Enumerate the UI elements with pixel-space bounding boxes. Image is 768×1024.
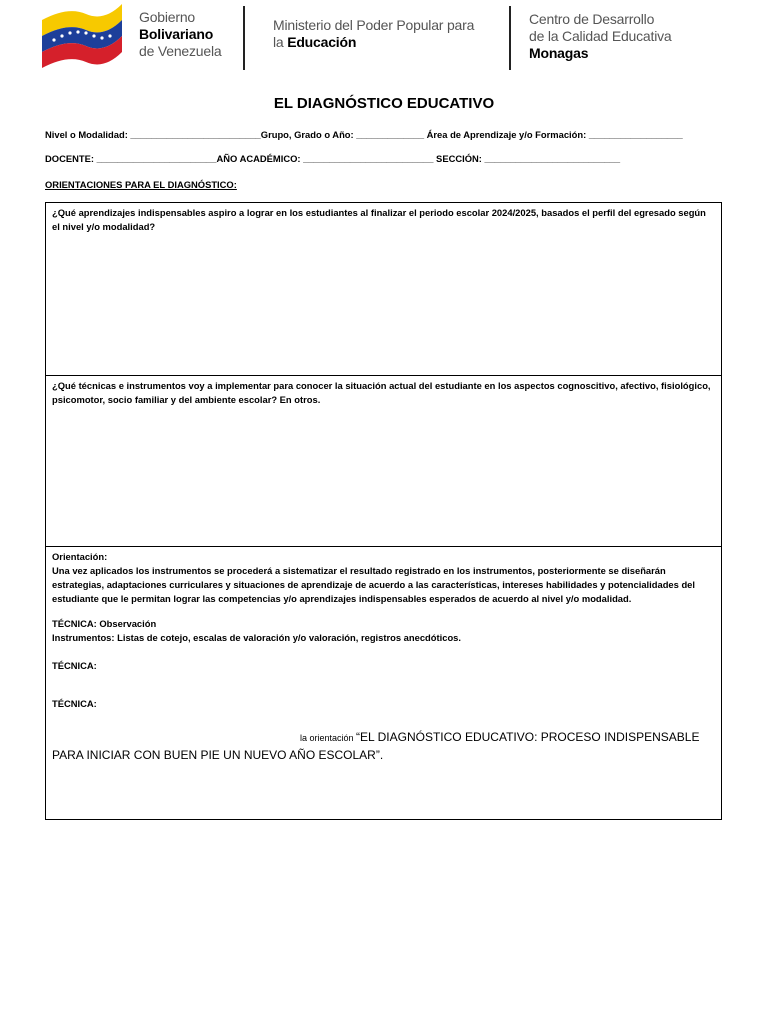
ministry-line2-bold: Educación [287,34,357,50]
orientation-label: Orientación: [52,551,108,562]
question-techniques: ¿Qué técnicas e instrumentos voy a implementar para conocer la situación actual del estudiante en los aspectos cognoscitivo, afectivo, fisiológico, psicomotor, socio familiar y del ambiente escolar? En otros. [52,380,711,405]
quote-line-1 [52,729,715,747]
tecnica-blank-1[interactable]: TÉCNICA: [52,660,97,671]
center-line1: Centro de Desarrollo [529,11,655,27]
quote-prefix: la orientación [300,733,357,743]
orientation-text: Una vez aplicados los instrumentos se procederá a sistematizar el resultado registrado en los instrumentos, posteriormente se diseñarán estrategias, adaptaciones curriculares y situaciones de aprendizaje de acuerdo a las características, intereses habilidades y potencialidades del estudiante que le permitan lograr las competencias y/o aprendizajes indispensables esperados de acuerdo al nivel y/o modalidad. [52,565,695,604]
form-line-level[interactable]: Nivel o Modalidad: _________________________Grupo, Grado o Año: _____________ Área de Aprendizaje y/o Formación: __________________ [45,129,683,140]
document-header [0,0,768,80]
center-line2: de la Calidad Educativa [529,28,672,44]
document-title: EL DIAGNÓSTICO EDUCATIVO [273,95,495,112]
tecnica-observacion: TÉCNICA: Observación [52,618,157,629]
gov-line1: Gobierno [139,9,195,25]
quote-line-2: PARA INICIAR CON BUEN PIE UN NUEVO AÑO ESCOLAR”. [52,748,384,762]
orientation-cell [46,546,721,820]
header-divider [243,6,245,70]
center-label [529,11,672,62]
form-line-teacher[interactable]: DOCENTE: _______________________AÑO ACADÉMICO: _________________________ SECCIÓN: __________________________ [45,153,621,164]
ministry-line2-prefix: la [273,34,288,50]
question-learning-cell[interactable] [46,203,721,375]
gov-line2: Bolivariano [139,26,214,42]
center-line3: Monagas [529,45,589,61]
gov-line3: de Venezuela [139,43,222,59]
quote-text-1: “EL DIAGNÓSTICO EDUCATIVO: PROCESO INDISPENSABLE [356,730,700,744]
question-techniques-cell[interactable] [46,375,721,546]
instrumentos-text: Instrumentos: Listas de cotejo, escalas de valoración y/o valoración, registros anecdóticos. [52,632,461,643]
ministry-label [273,17,474,51]
diagnosis-box [45,202,722,820]
question-learning: ¿Qué aprendizajes indispensables aspiro a lograr en los estudiantes al finalizar el periodo escolar 2024/2025, basados el perfil del egresado según el nivel y/o modalidad? [52,207,706,232]
gobierno-bolivariano-label [139,9,221,60]
ministry-line1: Ministerio del Poder Popular para [273,17,475,33]
venezuela-flag-logo [38,0,126,74]
section-heading: ORIENTACIONES PARA EL DIAGNÓSTICO: [45,179,237,190]
header-divider-2 [509,6,511,70]
tecnica-blank-2[interactable]: TÉCNICA: [52,698,97,709]
